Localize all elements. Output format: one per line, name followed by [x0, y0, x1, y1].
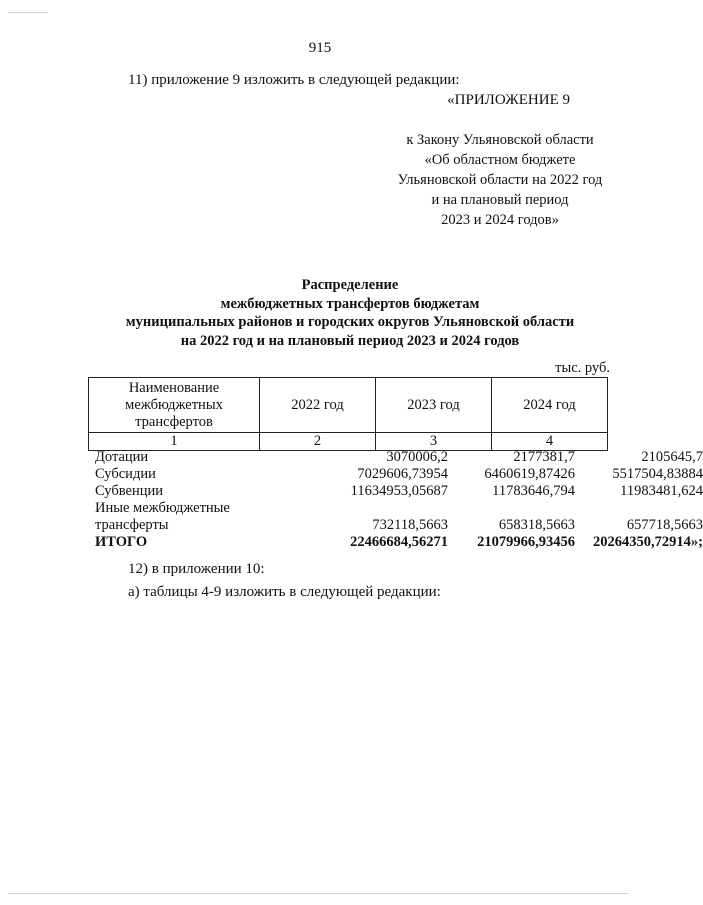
column-number: 4: [492, 433, 608, 451]
cell-2023: 2177381,7: [513, 449, 575, 465]
row-label: Дотации: [95, 449, 149, 465]
header-name-line: трансфертов: [135, 413, 213, 430]
total-label: ИТОГО: [95, 534, 148, 550]
total-2022: 22466684,56271: [350, 534, 448, 550]
cell-2024: 11983481,624: [620, 483, 703, 499]
title-line: на 2022 год и на плановый период 2023 и 2024 годов: [180, 332, 520, 349]
scan-edge-top: [8, 12, 48, 13]
cell-2023: 6460619,87426: [484, 466, 575, 482]
row-label-line: Иные межбюджетные: [95, 500, 230, 516]
column-number: 2: [260, 433, 376, 451]
appendix-heading: «ПРИЛОЖЕНИЕ 9: [447, 92, 570, 108]
row-label: Субвенции: [95, 483, 163, 499]
paragraph-12a: а) таблицы 4-9 изложить в следующей редакции:: [128, 584, 441, 600]
header-year-2023: 2023 год: [376, 378, 492, 433]
table-row: [95, 449, 703, 466]
cell-2023: 11783646,794: [492, 483, 575, 499]
table-row: [95, 500, 703, 534]
cell-2024: 2105645,7: [641, 449, 703, 465]
units-label: тыс. руб.: [555, 360, 610, 376]
total-2024: 20264350,72914»;: [593, 534, 703, 550]
table-row: [95, 483, 703, 500]
total-2023: 21079966,93456: [477, 534, 575, 550]
page-number: 915: [308, 40, 332, 56]
row-label: [95, 500, 230, 534]
table-header: [88, 377, 608, 451]
cell-2022: 3070006,2: [386, 449, 448, 465]
row-label-line: трансферты: [95, 517, 169, 533]
table-total-row: [95, 534, 703, 551]
column-number: 1: [89, 433, 260, 451]
cell-2022: 7029606,73954: [357, 466, 448, 482]
title-line: муниципальных районов и городских округов Ульяновской области: [125, 314, 575, 330]
cell-2023: 658318,5663: [498, 517, 575, 533]
header-name-line: межбюджетных: [125, 396, 223, 413]
header-year-2024: 2024 год: [492, 378, 608, 433]
header-year-2022: 2022 год: [260, 378, 376, 433]
scan-edge-bottom: [8, 893, 628, 894]
paragraph-12: 12) в приложении 10:: [128, 561, 265, 577]
title-line: Распределение: [301, 277, 399, 293]
law-reference-line: Ульяновской области на 2022 год: [397, 172, 603, 188]
paragraph-11: 11) приложение 9 изложить в следующей редакции:: [128, 72, 460, 88]
cell-2024: 5517504,83884: [612, 466, 703, 482]
cell-2022: 11634953,05687: [350, 483, 448, 499]
law-reference-line: «Об областном бюджете: [424, 152, 576, 168]
table-body: [95, 449, 703, 551]
row-label: Субсидии: [95, 466, 156, 482]
table-row: [95, 466, 703, 483]
cell-2024: 657718,5663: [626, 517, 703, 533]
law-reference-line: к Закону Ульяновской области: [406, 132, 594, 148]
title-line: межбюджетных трансфертов бюджетам: [220, 295, 480, 312]
header-name-line: Наименование: [128, 379, 220, 396]
law-reference-line: и на плановый период: [431, 192, 569, 208]
law-reference-line: 2023 и 2024 годов»: [441, 212, 559, 228]
cell-2022: 732118,5663: [372, 517, 448, 533]
header-name-cell: [89, 378, 260, 433]
column-number: 3: [376, 433, 492, 451]
law-reference: [370, 130, 630, 230]
document-title: [0, 276, 700, 350]
